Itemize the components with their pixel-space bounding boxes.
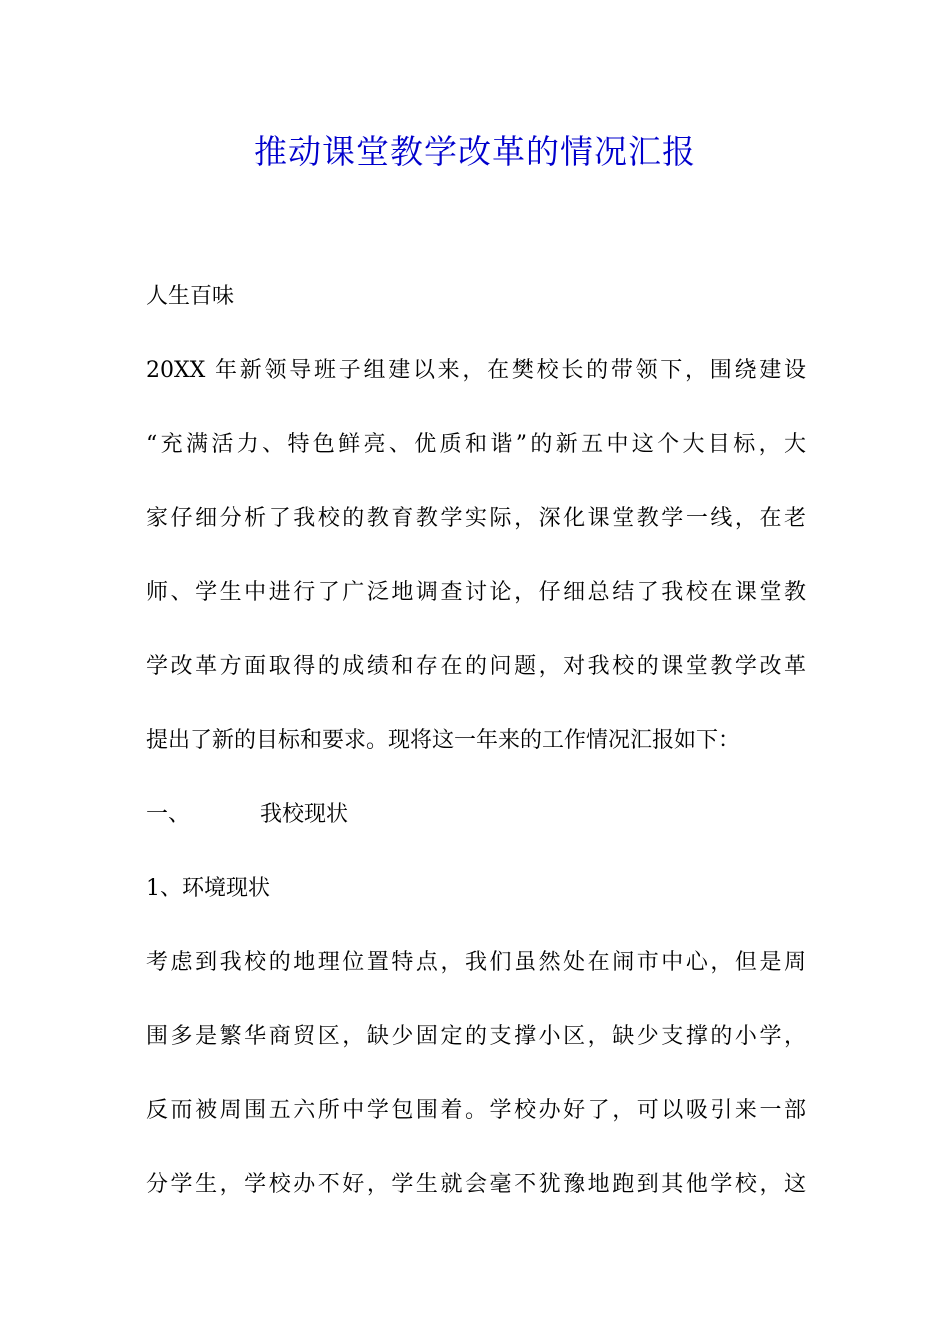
section-heading <box>146 778 806 852</box>
paragraph-line: 人生百味 <box>146 284 235 309</box>
paragraph-line: 家仔细分析了我校的教育教学实际，深化课堂教学一线，在老 <box>146 506 806 531</box>
paragraph-line: “充满活力、特色鲜亮、优质和谐”的新五中这个大目标，大 <box>146 432 806 457</box>
subheading: 1、环境现状 <box>146 876 270 901</box>
document-title: 推动课堂教学改革的情况汇报 <box>254 132 696 171</box>
section-number: 一、 <box>146 802 191 827</box>
paragraph-line: 学改革方面取得的成绩和存在的问题，对我校的课堂教学改革 <box>146 654 806 679</box>
section-label: 我校现状 <box>260 802 349 827</box>
paragraph-line: 提出了新的目标和要求。现将这一年来的工作情况汇报如下： <box>146 728 741 753</box>
paragraph-line: 师、学生中进行了广泛地调查讨论，仔细总结了我校在课堂教 <box>146 580 806 605</box>
paragraph-line: 考虑到我校的地理位置特点，我们虽然处在闹市中心，但是周 <box>146 950 806 975</box>
paragraph-line: 分学生，学校办不好，学生就会毫不犹豫地跑到其他学校，这 <box>146 1172 806 1197</box>
paragraph-line: 反而被周围五六所中学包围着。学校办好了，可以吸引来一部 <box>146 1098 806 1123</box>
paragraph-line: 围多是繁华商贸区，缺少固定的支撑小区，缺少支撑的小学， <box>146 1024 806 1049</box>
document-body <box>146 260 806 1222</box>
paragraph-line: 20XX 年新领导班子组建以来，在樊校长的带领下，围绕建设 <box>146 358 806 383</box>
